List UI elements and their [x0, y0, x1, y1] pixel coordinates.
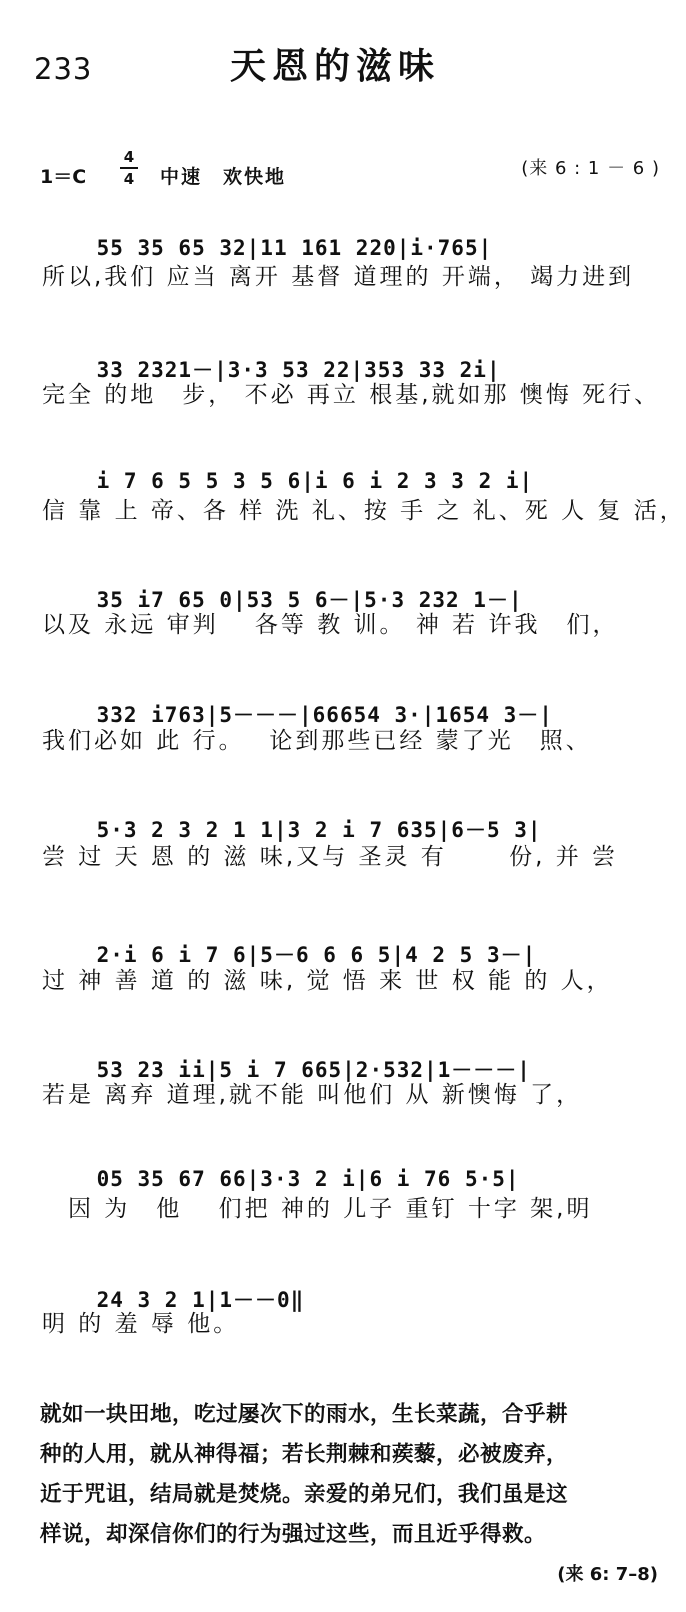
lyrics-line: 明 的 羞 辱 他。 — [42, 1311, 240, 1337]
score-header — [40, 148, 660, 194]
lyrics-line: 完全 的地 步， 不必 再立 根基,就如那 懊悔 死行、 — [42, 382, 661, 408]
notation-text: i 7 6 5 5 3 5 6|i 6 i 2 3 3 2 i| — [96, 469, 534, 493]
scripture-paragraph-line: 近于咒诅，结局就是焚烧。亲爱的弟兄们，我们虽是这 — [40, 1482, 569, 1507]
notation-line — [42, 915, 662, 967]
notation-line — [42, 1260, 662, 1312]
key-signature: 1＝C — [40, 166, 87, 188]
notation-text: 332 i763|5－－－|66654 3·|1654 3－| — [96, 703, 553, 727]
lyrics-line: 我们必如 此 行。 论到那些已经 蒙了光 照、 — [42, 728, 592, 754]
notation-text: 24 3 2 1|1－－0‖ — [96, 1288, 305, 1312]
paragraph-reference: (来 6: 7–8) — [557, 1564, 658, 1585]
time-signature-divider — [120, 167, 138, 169]
hymn-number: 233 — [34, 52, 93, 86]
notation-line — [42, 790, 662, 842]
notation-text: 33 2321－|3·3 53 22|353 33 2i| — [96, 358, 501, 382]
scripture-paragraph-line: 样说，却深信你们的行为强过这些，而且近乎得救。 — [40, 1522, 547, 1547]
notation-line — [42, 330, 662, 382]
scripture-paragraph-line: 就如一块田地，吃过屡次下的雨水，生长菜蔬，合乎耕 — [40, 1402, 569, 1427]
notation-line — [42, 675, 662, 727]
notation-text: 2·i 6 i 7 6|5－6 6 6 5|4 2 5 3－| — [96, 943, 537, 967]
notation-line — [42, 445, 662, 493]
notation-line — [42, 212, 662, 260]
lyrics-line: 因 为 他 们把 神的 儿子 重钉 十字 架,明 — [42, 1196, 593, 1222]
lyrics-line: 所以,我们 应当 离开 基督 道理的 开端， 竭力进到 — [42, 264, 635, 290]
tempo-marking: 中速 欢快地 — [160, 166, 287, 188]
hymn-title: 天恩的滋味 — [230, 46, 441, 87]
notation-text: 53 23 ii|5 i 7 665|2·532|1－－－| — [96, 1058, 531, 1082]
notation-text: 5·3 2 3 2 1 1|3 2 i 7 635|6－5 3| — [96, 818, 542, 842]
notation-line — [42, 1143, 662, 1191]
lyrics-line: 信 靠 上 帝、各 样 洗 礼、按 手 之 礼、死 人 复 活， — [42, 498, 686, 524]
notation-line — [42, 1030, 662, 1082]
lyrics-line: 若是 离弃 道理,就不能 叫他们 从 新懊悔 了， — [42, 1082, 583, 1108]
notation-text: 05 35 67 66|3·3 2 i|6 i 76 5·5| — [96, 1167, 520, 1191]
lyrics-line: 以及 永远 审判 各等 教 训。 神 若 许我 们， — [42, 612, 619, 638]
notation-line — [42, 560, 662, 612]
time-signature — [120, 148, 138, 188]
notation-text: 55 35 65 32|11 161 220|i·765| — [96, 236, 493, 260]
scripture-paragraph-line: 种的人用，就从神得福；若长荆棘和蒺藜，必被废弃， — [40, 1442, 569, 1467]
scripture-reference: (来 6 : 1 － 6 ) — [521, 158, 660, 179]
time-signature-bottom: 4 — [123, 170, 135, 188]
time-signature-top: 4 — [123, 148, 135, 166]
notation-text: 35 i7 65 0|53 5 6－|5·3 232 1－| — [96, 588, 523, 612]
lyrics-line: 尝 过 天 恩 的 滋 味,又与 圣灵 有 份, 并 尝 — [42, 844, 619, 870]
lyrics-line: 过 神 善 道 的 滋 味, 觉 悟 来 世 权 能 的 人， — [42, 968, 613, 994]
